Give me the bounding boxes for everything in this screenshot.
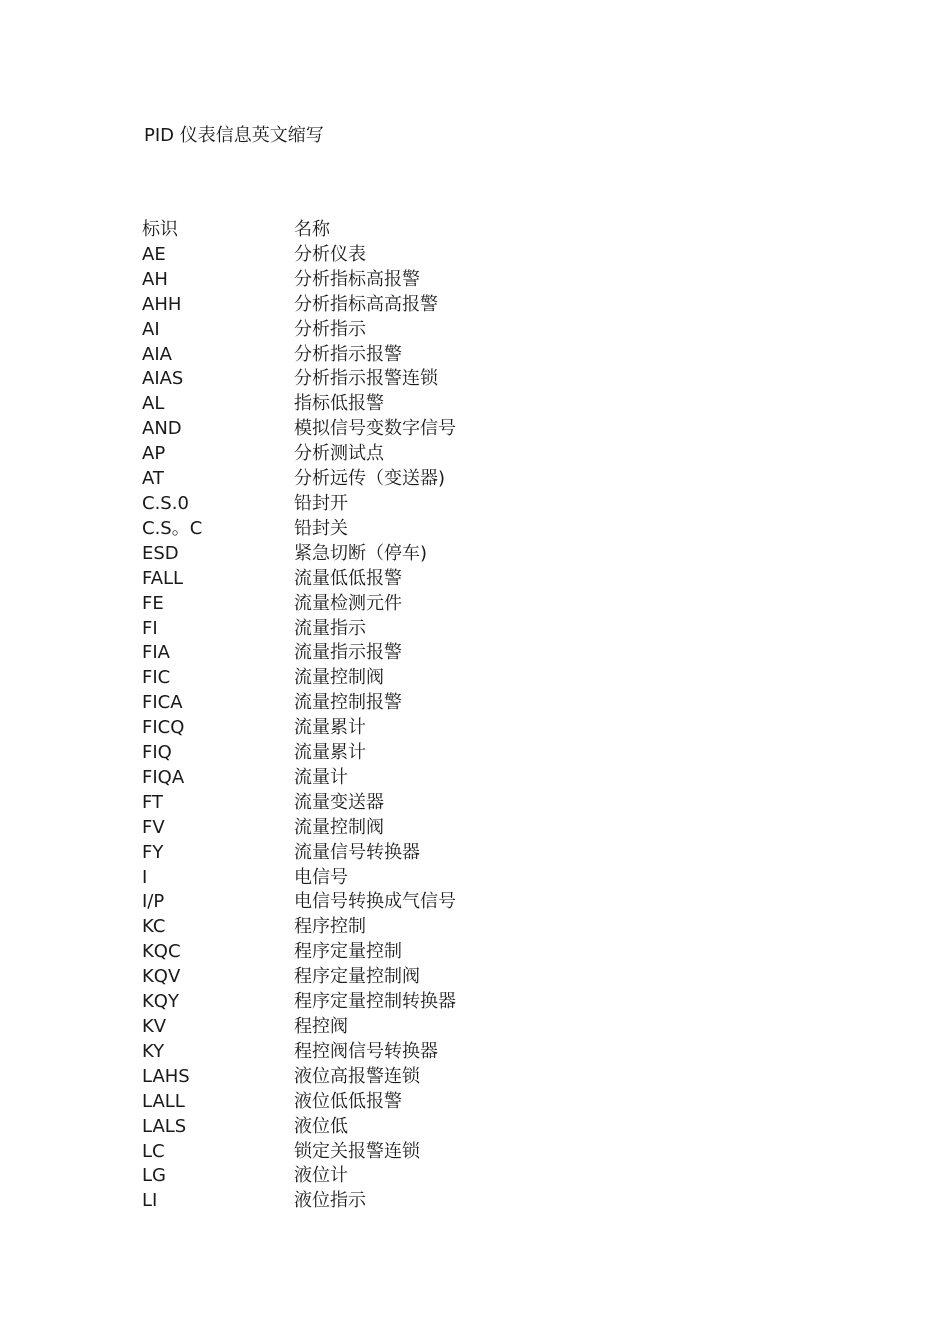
abbreviation-name: 分析远传（变送器) — [294, 468, 446, 490]
abbreviation-name: 流量累计 — [294, 717, 366, 739]
abbreviation-code: LI — [142, 1190, 158, 1212]
table-row — [142, 293, 614, 318]
table-row — [142, 816, 614, 841]
table-header-row — [142, 218, 614, 243]
table-row — [142, 915, 614, 940]
abbreviation-code: FT — [142, 791, 164, 813]
abbreviation-name: 液位低 — [294, 1115, 348, 1137]
table-row — [142, 1189, 614, 1214]
table-row — [142, 691, 614, 716]
table-row — [142, 641, 614, 666]
table-row — [142, 567, 614, 592]
abbreviation-name: 程序定量控制转换器 — [294, 991, 456, 1013]
table-row — [142, 367, 614, 392]
abbreviation-name: 液位计 — [294, 1165, 348, 1187]
abbreviation-name: 流量累计 — [294, 742, 366, 764]
abbreviation-code: AND — [142, 418, 182, 440]
abbreviation-code: FY — [142, 841, 164, 863]
abbreviation-table — [142, 218, 614, 1214]
abbreviation-code: KV — [142, 1016, 167, 1037]
table-row — [142, 940, 614, 965]
abbreviation-code: FIQ — [142, 742, 172, 764]
abbreviation-code: FICQ — [142, 717, 185, 739]
abbreviation-name: 分析仪表 — [294, 243, 366, 265]
abbreviation-name: 程序控制 — [294, 916, 366, 938]
abbreviation-name: 分析指示 — [294, 318, 366, 340]
table-row — [142, 1140, 614, 1165]
abbreviation-code: FV — [142, 816, 165, 838]
abbreviation-name: 流量控制阀 — [294, 667, 384, 689]
table-row — [142, 442, 614, 467]
abbreviation-code: AI — [142, 318, 160, 340]
table-row — [142, 1164, 614, 1189]
table-row — [142, 990, 614, 1015]
abbreviation-name: 程序定量控制 — [294, 941, 402, 963]
abbreviation-code: KQY — [142, 991, 179, 1013]
column-header-code: 标识 — [142, 219, 178, 240]
table-row — [142, 592, 614, 617]
abbreviation-name: 程控阀 — [294, 1016, 348, 1037]
table-row — [142, 666, 614, 691]
table-row — [142, 1015, 614, 1040]
abbreviation-name: 流量信号转换器 — [294, 841, 420, 863]
table-row — [142, 965, 614, 990]
abbreviation-name: 分析指示报警连锁 — [294, 368, 438, 390]
abbreviation-code: ESD — [142, 542, 179, 564]
table-row — [142, 1115, 614, 1140]
column-header-name: 名称 — [294, 219, 330, 240]
abbreviation-code: I/P — [142, 891, 165, 913]
abbreviation-code: AH — [142, 268, 168, 290]
table-row — [142, 318, 614, 343]
abbreviation-code: FI — [142, 617, 158, 639]
abbreviation-name: 模拟信号变数字信号 — [294, 418, 456, 440]
abbreviation-code: AHH — [142, 293, 182, 315]
table-row — [142, 392, 614, 417]
abbreviation-name: 流量检测元件 — [294, 592, 402, 614]
table-row — [142, 1065, 614, 1090]
abbreviation-code: FALL — [142, 567, 184, 589]
table-row — [142, 741, 614, 766]
abbreviation-code: FIQA — [142, 766, 185, 788]
abbreviation-code: I — [142, 866, 148, 888]
abbreviation-code: LALS — [142, 1115, 187, 1137]
abbreviation-name: 流量控制报警 — [294, 692, 402, 714]
abbreviation-name: 流量指示 — [294, 617, 366, 639]
abbreviation-name: 锁定关报警连锁 — [294, 1140, 420, 1162]
abbreviation-code: FICA — [142, 692, 183, 714]
abbreviation-name: 流量指示报警 — [294, 642, 402, 664]
abbreviation-name: 紧急切断（停车) — [294, 542, 428, 564]
table-row — [142, 243, 614, 268]
abbreviation-code: LG — [142, 1165, 166, 1187]
table-row — [142, 841, 614, 866]
abbreviation-name: 铅封关 — [294, 517, 348, 539]
abbreviation-name: 分析指标高报警 — [294, 268, 420, 290]
abbreviation-code: C.S.0 — [142, 492, 189, 514]
abbreviation-code: AIA — [142, 343, 172, 365]
abbreviation-code: AIAS — [142, 368, 184, 390]
table-row — [142, 492, 614, 517]
abbreviation-name: 铅封开 — [294, 492, 348, 514]
abbreviation-name: 程序定量控制阀 — [294, 966, 420, 988]
abbreviation-code: AT — [142, 468, 164, 490]
abbreviation-name: 液位指示 — [294, 1190, 366, 1212]
table-row — [142, 716, 614, 741]
table-row — [142, 517, 614, 542]
table-row — [142, 617, 614, 642]
table-row — [142, 791, 614, 816]
table-row — [142, 268, 614, 293]
abbreviation-code: AP — [142, 443, 166, 465]
abbreviation-name: 流量控制阀 — [294, 816, 384, 838]
abbreviation-code: C.S。C — [142, 517, 203, 539]
table-row — [142, 890, 614, 915]
abbreviation-name: 分析测试点 — [294, 443, 384, 465]
abbreviation-name: 分析指标高高报警 — [294, 293, 438, 315]
abbreviation-name: 液位高报警连锁 — [294, 1065, 420, 1087]
abbreviation-code: KC — [142, 916, 166, 938]
abbreviation-code: KQC — [142, 941, 181, 963]
abbreviation-name: 流量计 — [294, 766, 348, 788]
abbreviation-code: FE — [142, 592, 164, 614]
table-row — [142, 343, 614, 368]
abbreviation-name: 分析指示报警 — [294, 343, 402, 365]
abbreviation-name: 液位低低报警 — [294, 1090, 402, 1112]
abbreviation-name: 流量变送器 — [294, 791, 384, 813]
table-row — [142, 467, 614, 492]
table-row — [142, 766, 614, 791]
table-row — [142, 866, 614, 891]
table-row — [142, 1090, 614, 1115]
table-row — [142, 542, 614, 567]
abbreviation-name: 电信号转换成气信号 — [294, 891, 456, 913]
abbreviation-code: FIC — [142, 667, 171, 689]
table-row — [142, 1040, 614, 1065]
abbreviation-code: FIA — [142, 642, 170, 664]
abbreviation-code: LALL — [142, 1090, 185, 1112]
abbreviation-name: 指标低报警 — [294, 393, 384, 415]
abbreviation-code: KY — [142, 1040, 165, 1062]
abbreviation-code: AE — [142, 243, 166, 265]
abbreviation-code: LC — [142, 1140, 165, 1162]
abbreviation-name: 流量低低报警 — [294, 567, 402, 589]
table-body — [142, 243, 614, 1214]
document-title: PID 仪表信息英文缩写 — [144, 125, 324, 146]
table-row — [142, 417, 614, 442]
abbreviation-code: AL — [142, 393, 165, 415]
abbreviation-name: 电信号 — [294, 866, 348, 888]
abbreviation-code: KQV — [142, 966, 181, 988]
abbreviation-code: LAHS — [142, 1065, 190, 1087]
abbreviation-name: 程控阀信号转换器 — [294, 1040, 438, 1062]
